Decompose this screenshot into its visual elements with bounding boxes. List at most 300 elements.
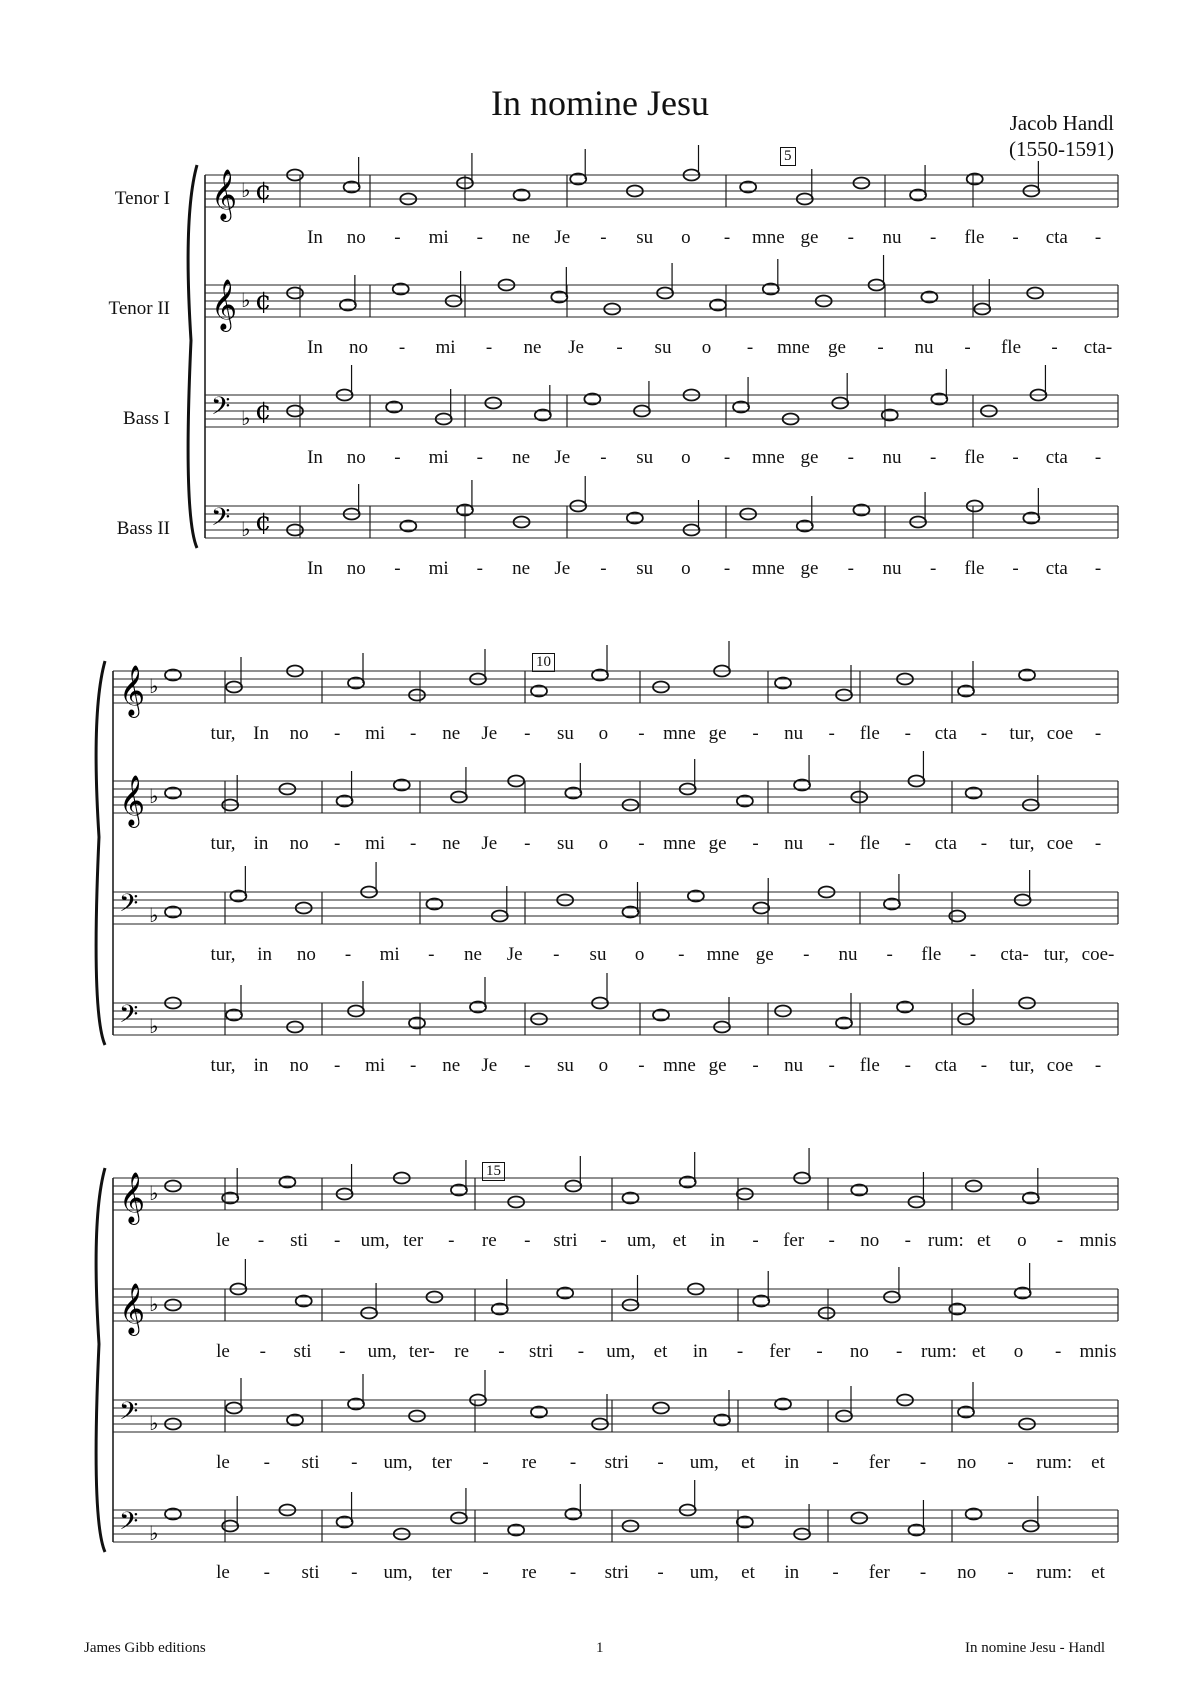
lyric-syllable: sti bbox=[293, 1341, 312, 1362]
lyric-syllable: - bbox=[524, 723, 531, 744]
lyric-syllable: re bbox=[481, 1230, 497, 1251]
lyric-syllable: in bbox=[253, 1055, 269, 1076]
lyric-syllable: o bbox=[598, 723, 609, 744]
lyric-syllable: tur, bbox=[1043, 944, 1069, 965]
lyric-syllable: - bbox=[398, 337, 406, 358]
lyric-syllable: - bbox=[482, 1562, 489, 1583]
part-label-bass-2: Bass II bbox=[116, 518, 170, 539]
lyric-syllable: no bbox=[289, 833, 309, 854]
lyric-syllable: - bbox=[410, 833, 417, 854]
lyric-syllable: - bbox=[723, 227, 731, 248]
flat-sign-icon: ♭ bbox=[149, 1411, 159, 1435]
lyric-syllable: et bbox=[653, 1341, 668, 1362]
lyric-syllable: no bbox=[289, 1055, 309, 1076]
lyric-syllable: mne bbox=[706, 944, 740, 965]
lyric-syllable: - bbox=[259, 1341, 266, 1362]
lyric-syllable: - bbox=[904, 833, 911, 854]
lyric-syllable: - bbox=[638, 833, 645, 854]
lyric-syllable: - bbox=[816, 1341, 823, 1362]
flat-sign-icon: ♭ bbox=[149, 1181, 159, 1205]
lyric-syllable: mnis bbox=[1079, 1230, 1117, 1251]
lyric-syllable: In bbox=[307, 337, 323, 358]
lyric-syllable: - bbox=[351, 1452, 358, 1473]
lyric-syllable: - bbox=[524, 1055, 531, 1076]
lyric-syllable: - bbox=[929, 558, 937, 579]
lyric-syllable: - bbox=[803, 944, 810, 965]
lyric-syllable: fle bbox=[859, 833, 880, 854]
lyric-syllable: Je bbox=[481, 723, 498, 744]
lyric-syllable: um, bbox=[606, 1341, 636, 1362]
lyric-syllable: - bbox=[723, 447, 731, 468]
lyric-syllable: ne bbox=[512, 227, 531, 248]
lyric-syllable: - bbox=[638, 723, 645, 744]
lyric-syllable: - bbox=[410, 1055, 417, 1076]
lyric-syllable: - bbox=[678, 944, 685, 965]
lyric-syllable: in bbox=[784, 1562, 800, 1583]
lyric-syllable: rum: bbox=[927, 1230, 964, 1251]
lyric-syllable: cta bbox=[934, 723, 957, 744]
lyric-syllable: In bbox=[307, 227, 323, 248]
lyric-syllable: - bbox=[257, 1230, 265, 1251]
lyric-syllable: mne bbox=[663, 1055, 696, 1076]
lyric-syllable: - bbox=[752, 833, 759, 854]
lyric-syllable: - bbox=[1055, 1341, 1062, 1362]
lyric-syllable: - bbox=[339, 1341, 346, 1362]
lyric-syllable: su bbox=[556, 833, 574, 854]
lyric-syllable: ne bbox=[523, 337, 542, 358]
bass-clef-icon: 𝄢 bbox=[211, 392, 231, 427]
lyric-syllable: fer bbox=[769, 1341, 791, 1362]
lyric-syllable: fle bbox=[921, 944, 942, 965]
lyric-syllable: - bbox=[895, 1341, 903, 1362]
lyric-syllable: cta bbox=[1045, 558, 1068, 579]
lyric-syllable: stri bbox=[604, 1452, 629, 1473]
treble-clef-icon: 𝄞 bbox=[211, 169, 238, 220]
lyric-syllable: nu bbox=[838, 944, 858, 965]
lyric-syllable: Je bbox=[554, 227, 571, 248]
lyric-syllable: - bbox=[1007, 1452, 1014, 1473]
lyric-syllable: um, bbox=[383, 1562, 413, 1583]
measure-number-5: 5 bbox=[780, 147, 796, 166]
lyric-syllable: o bbox=[1017, 1230, 1027, 1251]
bass-clef-icon: 𝄢 bbox=[211, 503, 231, 538]
part-label-bass-1: Bass I bbox=[123, 408, 170, 429]
lyric-syllable: um, bbox=[360, 1230, 390, 1251]
lyric-syllable: - bbox=[1012, 227, 1019, 248]
lyric-syllable: - bbox=[980, 723, 988, 744]
lyric-syllable: - bbox=[638, 1055, 645, 1076]
lyric-syllable: fle bbox=[859, 1055, 880, 1076]
lyric-syllable: ne bbox=[512, 558, 531, 579]
lyric-syllable: no bbox=[957, 1562, 977, 1583]
lyric-syllable: - bbox=[1094, 1055, 1102, 1076]
lyric-syllable: Je bbox=[481, 833, 498, 854]
lyric-syllable: mi bbox=[435, 337, 456, 358]
lyric-syllable: tur, bbox=[210, 723, 236, 744]
lyric-syllable: no bbox=[849, 1341, 869, 1362]
lyric-syllable: nu bbox=[914, 337, 934, 358]
lyric-syllable: et bbox=[971, 1341, 986, 1362]
lyric-syllable: - bbox=[476, 558, 483, 579]
lyric-syllable: ge bbox=[755, 944, 774, 965]
lyric-syllable: tur, bbox=[210, 1055, 236, 1076]
lyric-syllable: su bbox=[636, 558, 654, 579]
lyric-syllable: su bbox=[654, 337, 672, 358]
lyric-syllable: - bbox=[498, 1341, 505, 1362]
flat-sign-icon: ♭ bbox=[149, 903, 159, 927]
lyric-syllable: tur, bbox=[210, 944, 236, 965]
lyric-syllable: fle bbox=[964, 447, 985, 468]
lyric-syllable: - bbox=[1094, 723, 1102, 744]
lyric-syllable: o bbox=[1013, 1341, 1024, 1362]
flat-sign-icon: ♭ bbox=[149, 1292, 159, 1316]
lyric-syllable: ge bbox=[708, 833, 727, 854]
part-label-tenor-2: Tenor II bbox=[108, 298, 170, 319]
lyric-syllable: sti bbox=[301, 1452, 320, 1473]
lyric-syllable: mne bbox=[777, 337, 810, 358]
lyric-syllable: um, bbox=[689, 1452, 719, 1473]
lyric-syllable: mi bbox=[428, 227, 449, 248]
lyric-syllable: - bbox=[1051, 337, 1058, 358]
lyric-syllable: - bbox=[828, 1055, 835, 1076]
measure-number-10: 10 bbox=[532, 653, 555, 672]
lyric-syllable: su bbox=[556, 1055, 574, 1076]
lyric-syllable: - bbox=[333, 833, 341, 854]
lyric-syllable: coe bbox=[1046, 723, 1074, 744]
lyric-syllable: - bbox=[847, 227, 854, 248]
lyric-syllable: o bbox=[598, 1055, 609, 1076]
system-brace bbox=[96, 661, 105, 1045]
measure-number-15: 15 bbox=[482, 1162, 505, 1181]
lyric-syllable: re bbox=[521, 1452, 537, 1473]
lyric-syllable: - bbox=[657, 1452, 664, 1473]
lyric-syllable: - bbox=[828, 723, 835, 744]
lyric-syllable: Je bbox=[568, 337, 584, 358]
lyric-syllable: nu bbox=[784, 833, 804, 854]
treble-clef-icon: 𝄞 bbox=[119, 665, 146, 716]
lyric-syllable: Je bbox=[481, 1055, 498, 1076]
bass-clef-icon: 𝄢 bbox=[119, 889, 139, 924]
lyric-syllable: et bbox=[741, 1452, 755, 1473]
lyric-syllable: - bbox=[394, 447, 401, 468]
lyric-syllable: le bbox=[216, 1341, 230, 1362]
lyric-syllable: - bbox=[333, 1230, 341, 1251]
lyric-syllable: - bbox=[980, 1055, 988, 1076]
lyric-syllable: su bbox=[589, 944, 607, 965]
score-title: In nomine Jesu bbox=[491, 83, 709, 123]
composer-name: Jacob Handl bbox=[1009, 111, 1114, 135]
lyric-syllable: le bbox=[216, 1230, 230, 1251]
flat-sign-icon: ♭ bbox=[241, 288, 251, 312]
lyric-syllable: rum: bbox=[920, 1341, 957, 1362]
lyric-syllable: ter bbox=[403, 1230, 424, 1251]
lyric-syllable: ge bbox=[800, 227, 819, 248]
lyric-syllable: - bbox=[828, 1230, 835, 1251]
lyric-syllable: no bbox=[957, 1452, 977, 1473]
lyric-syllable: Je bbox=[554, 447, 571, 468]
lyric-syllable: um, bbox=[383, 1452, 413, 1473]
cut-time-icon: ¢ bbox=[255, 286, 272, 316]
lyric-syllable: mnis bbox=[1079, 1341, 1117, 1362]
lyric-syllable: no bbox=[346, 227, 366, 248]
lyric-syllable: - bbox=[919, 1452, 927, 1473]
lyric-syllable: in bbox=[710, 1230, 725, 1251]
system-brace bbox=[96, 1168, 105, 1552]
lyric-syllable: nu bbox=[882, 227, 902, 248]
lyric-syllable: fer bbox=[868, 1562, 890, 1583]
lyric-syllable: le bbox=[216, 1452, 230, 1473]
lyric-syllable: no bbox=[346, 447, 366, 468]
cut-time-icon: ¢ bbox=[255, 176, 272, 206]
lyric-syllable: - bbox=[904, 1230, 911, 1251]
lyric-syllable: tur, bbox=[1009, 723, 1035, 744]
lyric-syllable: - bbox=[569, 1452, 577, 1473]
lyric-syllable: - bbox=[1094, 833, 1102, 854]
lyric-syllable: fle bbox=[1000, 337, 1022, 358]
lyric-syllable: tur, bbox=[1009, 833, 1035, 854]
lyric-syllable: - bbox=[351, 1562, 358, 1583]
footer-running-title: In nomine Jesu - Handl bbox=[965, 1640, 1105, 1656]
lyric-syllable: coe- bbox=[1081, 944, 1115, 965]
treble-clef-icon: 𝄞 bbox=[119, 1172, 146, 1223]
lyric-syllable: - bbox=[919, 1562, 927, 1583]
lyric-syllable: mi bbox=[428, 447, 449, 468]
lyric-syllable: mi bbox=[379, 944, 400, 965]
lyric-syllable: et bbox=[741, 1562, 755, 1583]
lyric-syllable: re bbox=[521, 1562, 537, 1583]
lyric-syllable: cta bbox=[934, 1055, 957, 1076]
lyric-syllable: - bbox=[1094, 447, 1102, 468]
lyric-syllable: - bbox=[929, 447, 937, 468]
lyric-syllable: su bbox=[556, 723, 574, 744]
lyric-syllable: fer bbox=[783, 1230, 805, 1251]
lyric-syllable: nu bbox=[784, 723, 804, 744]
lyric-syllable: - bbox=[600, 1230, 607, 1251]
lyric-syllable: - bbox=[657, 1562, 664, 1583]
lyric-syllable: - bbox=[476, 227, 483, 248]
lyric-syllable: ne bbox=[442, 833, 461, 854]
lyric-syllable: - bbox=[410, 723, 417, 744]
lyric-syllable: - bbox=[616, 337, 623, 358]
lyric-syllable: cta bbox=[1045, 227, 1068, 248]
lyric-syllable: - bbox=[600, 447, 607, 468]
lyric-syllable: - bbox=[1094, 558, 1102, 579]
lyric-syllable: - bbox=[877, 337, 884, 358]
lyric-syllable: ge bbox=[708, 1055, 727, 1076]
lyric-syllable: - bbox=[553, 944, 560, 965]
lyric-syllable: sti bbox=[290, 1230, 309, 1251]
lyric-syllable: coe bbox=[1046, 833, 1074, 854]
lyric-syllable: no bbox=[349, 337, 368, 358]
lyric-syllable: tur, bbox=[1009, 1055, 1035, 1076]
lyric-syllable: - bbox=[980, 833, 988, 854]
lyric-syllable: et bbox=[672, 1230, 687, 1251]
lyric-syllable: cta bbox=[1045, 447, 1068, 468]
lyric-syllable: - bbox=[524, 833, 531, 854]
lyric-syllable: in bbox=[253, 833, 269, 854]
footer-publisher: James Gibb editions bbox=[84, 1640, 206, 1656]
lyric-syllable: ge bbox=[800, 447, 819, 468]
lyric-syllable: - bbox=[600, 227, 607, 248]
lyric-syllable: - bbox=[847, 447, 854, 468]
lyric-syllable: stri bbox=[529, 1341, 554, 1362]
lyric-syllable: no bbox=[289, 723, 309, 744]
lyric-syllable: - bbox=[929, 227, 937, 248]
lyric-syllable: no bbox=[860, 1230, 880, 1251]
lyric-syllable: ne bbox=[442, 1055, 461, 1076]
lyric-syllable: fle bbox=[859, 723, 880, 744]
lyric-syllable: no bbox=[346, 558, 366, 579]
lyric-syllable: sti bbox=[301, 1562, 320, 1583]
lyric-syllable: fer bbox=[868, 1452, 890, 1473]
lyric-syllable: su bbox=[636, 227, 654, 248]
lyric-syllable: nu bbox=[882, 447, 902, 468]
lyric-syllable: tur, bbox=[210, 833, 236, 854]
footer-page-number: 1 bbox=[596, 1640, 604, 1656]
lyric-syllable: In bbox=[307, 447, 323, 468]
lyric-syllable: o bbox=[681, 227, 691, 248]
lyric-syllable: In bbox=[307, 558, 323, 579]
lyric-syllable: - bbox=[752, 723, 759, 744]
lyric-syllable: - bbox=[828, 833, 835, 854]
lyric-syllable: mne bbox=[663, 833, 696, 854]
flat-sign-icon: ♭ bbox=[149, 784, 159, 808]
lyric-syllable: In bbox=[253, 723, 269, 744]
lyric-syllable: mne bbox=[751, 227, 785, 248]
lyric-syllable: no bbox=[296, 944, 316, 965]
lyric-syllable: Je bbox=[506, 944, 523, 965]
flat-sign-icon: ♭ bbox=[149, 674, 159, 698]
lyric-syllable: le bbox=[216, 1562, 230, 1583]
lyric-syllable: - bbox=[832, 1452, 839, 1473]
lyric-syllable: - bbox=[344, 944, 352, 965]
flat-sign-icon: ♭ bbox=[149, 1521, 159, 1545]
lyric-syllable: - bbox=[476, 447, 483, 468]
lyric-syllable: o bbox=[701, 337, 712, 358]
lyric-syllable: - bbox=[394, 227, 401, 248]
lyric-syllable: - bbox=[904, 723, 911, 744]
lyric-syllable: - bbox=[723, 558, 731, 579]
lyric-syllable: - bbox=[485, 337, 493, 358]
lyric-syllable: ne bbox=[464, 944, 482, 965]
lyric-syllable: stri bbox=[553, 1230, 578, 1251]
system-brace bbox=[188, 165, 197, 548]
lyric-syllable: - bbox=[448, 1230, 455, 1251]
lyric-syllable: fle bbox=[964, 558, 985, 579]
lyric-syllable: mne bbox=[751, 558, 785, 579]
lyric-syllable: ne bbox=[442, 723, 461, 744]
cut-time-icon: ¢ bbox=[255, 507, 272, 537]
flat-sign-icon: ♭ bbox=[149, 1014, 159, 1038]
lyric-syllable: et bbox=[1091, 1562, 1105, 1583]
lyric-syllable: mne bbox=[751, 447, 785, 468]
lyric-syllable: - bbox=[333, 1055, 341, 1076]
lyric-syllable: et bbox=[1091, 1452, 1105, 1473]
lyric-syllable: - bbox=[964, 337, 971, 358]
lyric-syllable: - bbox=[904, 1055, 911, 1076]
flat-sign-icon: ♭ bbox=[241, 406, 251, 430]
lyric-syllable: - bbox=[752, 1055, 759, 1076]
lyric-syllable: ge bbox=[828, 337, 846, 358]
lyric-syllable: - bbox=[1012, 558, 1019, 579]
lyric-syllable: - bbox=[1012, 447, 1019, 468]
lyric-syllable: o bbox=[681, 558, 691, 579]
treble-clef-icon: 𝄞 bbox=[211, 279, 238, 330]
treble-clef-icon: 𝄞 bbox=[119, 1283, 146, 1334]
lyric-syllable: ne bbox=[512, 447, 531, 468]
lyric-syllable: um, bbox=[626, 1230, 656, 1251]
lyric-syllable: - bbox=[482, 1452, 489, 1473]
lyric-syllable: stri bbox=[604, 1562, 629, 1583]
flat-sign-icon: ♭ bbox=[241, 178, 251, 202]
lyric-syllable: ter- bbox=[408, 1341, 435, 1362]
lyric-syllable: cta- bbox=[1083, 337, 1113, 358]
lyric-syllable: ter bbox=[431, 1562, 452, 1583]
lyric-syllable: - bbox=[832, 1562, 839, 1583]
treble-clef-icon: 𝄞 bbox=[119, 775, 146, 826]
lyric-syllable: - bbox=[752, 1230, 759, 1251]
lyric-syllable: rum: bbox=[1036, 1452, 1073, 1473]
lyric-syllable: nu bbox=[784, 1055, 804, 1076]
lyric-syllable: ter bbox=[431, 1452, 452, 1473]
lyric-syllable: cta- bbox=[1000, 944, 1029, 965]
lyric-syllable: - bbox=[746, 337, 754, 358]
lyric-syllable: - bbox=[1007, 1562, 1014, 1583]
lyric-syllable: in bbox=[784, 1452, 800, 1473]
lyric-syllable: mi bbox=[428, 558, 449, 579]
lyric-syllable: re bbox=[454, 1341, 470, 1362]
lyric-syllable: - bbox=[969, 944, 977, 965]
lyric-syllable: - bbox=[263, 1452, 270, 1473]
lyric-syllable: mi bbox=[365, 723, 386, 744]
lyric-syllable: et bbox=[977, 1230, 991, 1251]
lyric-syllable: mne bbox=[663, 723, 696, 744]
lyric-syllable: ge bbox=[800, 558, 819, 579]
lyric-syllable: - bbox=[1094, 227, 1102, 248]
lyric-syllable: o bbox=[634, 944, 645, 965]
lyric-syllable: - bbox=[428, 944, 435, 965]
lyric-syllable: um, bbox=[689, 1562, 719, 1583]
lyric-syllable: in bbox=[692, 1341, 708, 1362]
lyric-syllable: - bbox=[847, 558, 854, 579]
lyric-syllable: Je bbox=[554, 558, 571, 579]
part-label-tenor-1: Tenor I bbox=[114, 188, 170, 209]
lyric-syllable: o bbox=[681, 447, 691, 468]
lyric-syllable: - bbox=[333, 723, 341, 744]
lyric-syllable: - bbox=[263, 1562, 270, 1583]
lyric-syllable: su bbox=[636, 447, 654, 468]
bass-clef-icon: 𝄢 bbox=[119, 1000, 139, 1035]
cut-time-icon: ¢ bbox=[255, 396, 272, 426]
lyric-syllable: - bbox=[736, 1341, 744, 1362]
lyric-syllable: - bbox=[569, 1562, 577, 1583]
bass-clef-icon: 𝄢 bbox=[119, 1397, 139, 1432]
lyric-syllable: mi bbox=[365, 1055, 386, 1076]
lyric-syllable: - bbox=[1056, 1230, 1064, 1251]
composer-dates: (1550-1591) bbox=[1009, 137, 1114, 161]
lyric-syllable: coe bbox=[1046, 1055, 1074, 1076]
lyric-syllable: o bbox=[598, 833, 609, 854]
lyric-syllable: mi bbox=[365, 833, 386, 854]
flat-sign-icon: ♭ bbox=[241, 517, 251, 541]
lyric-syllable: - bbox=[524, 1230, 531, 1251]
lyric-syllable: fle bbox=[964, 227, 985, 248]
lyric-syllable: - bbox=[394, 558, 401, 579]
lyric-syllable: cta bbox=[934, 833, 957, 854]
lyric-syllable: nu bbox=[882, 558, 902, 579]
lyric-syllable: - bbox=[886, 944, 893, 965]
lyric-syllable: rum: bbox=[1036, 1562, 1073, 1583]
